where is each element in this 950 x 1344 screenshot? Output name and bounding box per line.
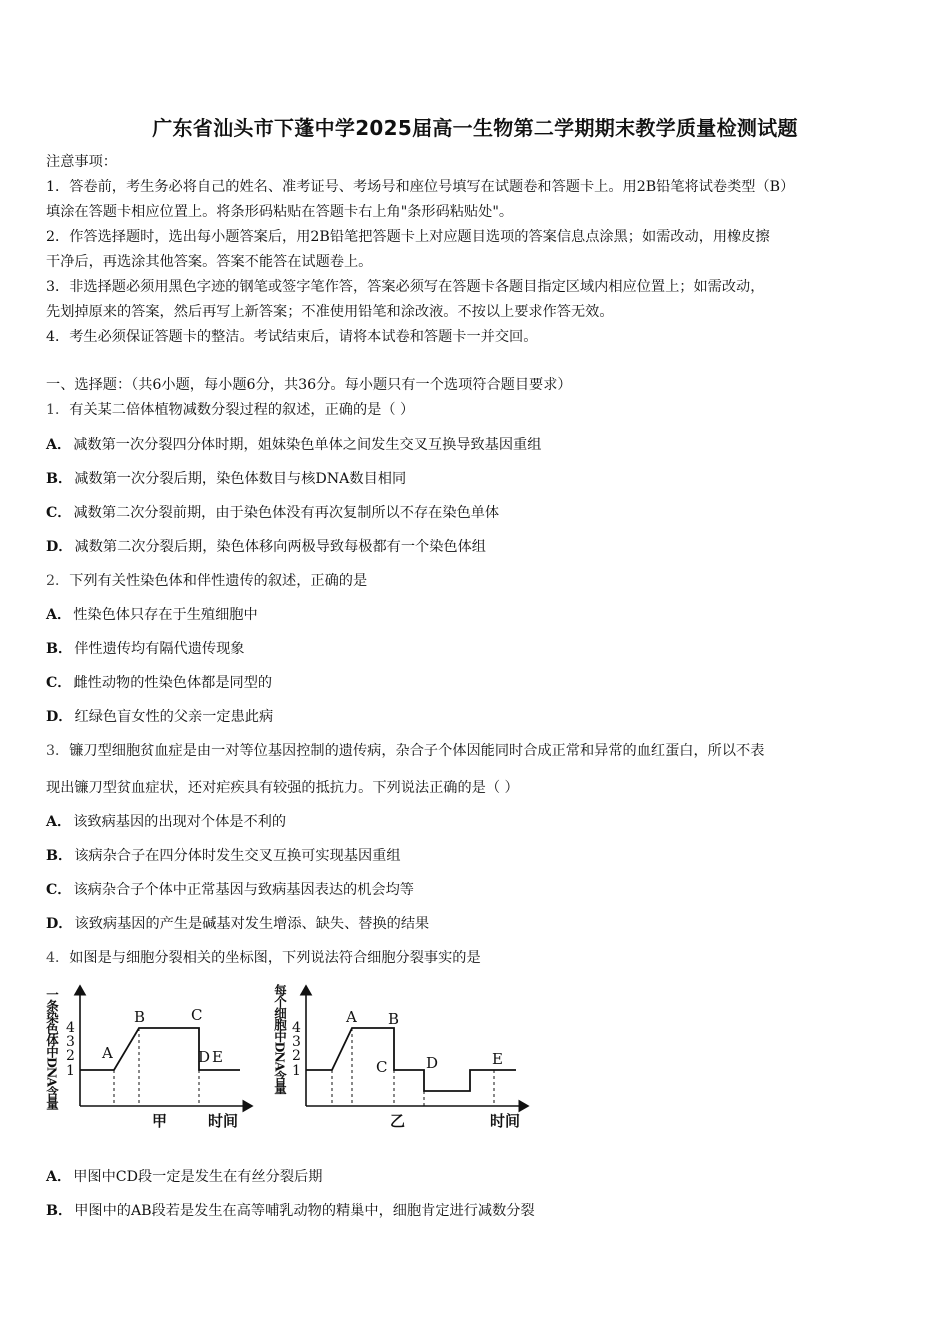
option-3c[interactable] xyxy=(46,880,904,900)
option-key: A． xyxy=(46,1169,72,1185)
option-2c[interactable] xyxy=(46,673,904,693)
option-key: A． xyxy=(46,607,72,623)
right-point-a: A xyxy=(346,1008,357,1026)
right-point-e: E xyxy=(492,1050,503,1068)
left-ytick: 3 xyxy=(66,1034,75,1050)
question-1 xyxy=(46,400,904,420)
left-ytick: 2 xyxy=(66,1048,75,1064)
notice-line: 1．答卷前，考生务必将自己的姓名、准考证号、考场号和座位号填写在试题卷和答题卡上。用2B铅笔将试卷类型（B） xyxy=(46,179,795,195)
option-key: A． xyxy=(46,437,72,453)
question-3 xyxy=(46,741,904,761)
option-key: C． xyxy=(46,505,72,521)
option-text: 该致病基因的产生是碱基对发生增添、缺失、替换的结果 xyxy=(74,916,430,932)
option-1c[interactable] xyxy=(46,503,904,523)
left-point-e: E xyxy=(212,1048,223,1066)
right-caption: 乙 xyxy=(390,1112,406,1130)
option-2a[interactable] xyxy=(46,605,904,625)
right-point-c: C xyxy=(376,1058,388,1076)
option-1d[interactable] xyxy=(46,537,904,557)
left-point-c: C xyxy=(191,1006,203,1024)
option-key: B． xyxy=(46,1203,73,1219)
chart-right xyxy=(273,983,529,1130)
notice-line: 先划掉原来的答案，然后再写上新答案；不准使用铅笔和涂改液。不按以上要求作答无效。 xyxy=(46,304,614,320)
cell-division-figure xyxy=(44,978,544,1138)
notice-line: 填涂在答题卡相应位置上。将条形码粘贴在答题卡右上角"条形码粘贴处"。 xyxy=(46,204,514,220)
option-1b[interactable] xyxy=(46,469,904,489)
option-key: C． xyxy=(46,882,72,898)
option-key: B． xyxy=(46,471,73,487)
option-text: 减数第二次分裂后期，染色体移向两极导致每极都有一个染色体组 xyxy=(74,539,486,555)
option-text: 该病杂合子在四分体时发生交叉互换可实现基因重组 xyxy=(74,848,401,864)
left-x-label: 时间 xyxy=(208,1112,239,1130)
right-x-label: 时间 xyxy=(490,1112,521,1130)
option-key: B． xyxy=(46,848,73,864)
right-ytick: 4 xyxy=(292,1020,301,1036)
notice-heading: 注意事项： xyxy=(46,154,117,170)
option-text: 减数第一次分裂四分体时期，姐妹染色单体之间发生交叉互换导致基因重组 xyxy=(73,437,542,453)
notice-line: 2．作答选择题时，选出每小题答案后，用2B铅笔把答题卡上对应题目选项的答案信息点涂黑；如需改动，用橡皮擦 xyxy=(46,229,770,245)
option-4b[interactable] xyxy=(46,1201,904,1221)
option-text: 红绿色盲女性的父亲一定患此病 xyxy=(74,709,274,725)
option-text: 该致病基因的出现对个体是不利的 xyxy=(73,814,287,830)
option-key: B． xyxy=(46,641,73,657)
option-3b[interactable] xyxy=(46,846,904,866)
right-ytick: 3 xyxy=(292,1034,301,1050)
option-2d[interactable] xyxy=(46,707,904,727)
option-text: 减数第一次分裂后期，染色体数目与核DNA数目相同 xyxy=(74,471,407,487)
right-ytick: 2 xyxy=(292,1048,301,1064)
question-stem: 下列有关性染色体和伴性遗传的叙述，正确的是 xyxy=(69,573,368,589)
question-stem: 如图是与细胞分裂相关的坐标图，下列说法符合细胞分裂事实的是 xyxy=(69,950,481,966)
left-point-a: A xyxy=(102,1044,113,1062)
notice-line: 3．非选择题必须用黑色字迹的钢笔或签字笔作答，答案必须写在答题卡各题目指定区域内相应位置上；如需改动， xyxy=(46,279,765,295)
question-number: 4． xyxy=(46,950,70,966)
option-text: 该病杂合子个体中正常基因与致病基因表达的机会均等 xyxy=(73,882,414,898)
option-3d[interactable] xyxy=(46,914,904,934)
question-number: 3． xyxy=(46,743,70,759)
left-ytick: 1 xyxy=(66,1063,75,1079)
chart-left xyxy=(45,986,253,1130)
question-4 xyxy=(46,948,904,968)
section-heading: 一、选择题：（共6小题，每小题6分，共36分。每小题只有一个选项符合题目要求） xyxy=(46,377,572,393)
question-2 xyxy=(46,571,904,591)
option-text: 甲图中CD段一定是发生在有丝分裂后期 xyxy=(73,1169,323,1185)
option-text: 性染色体只存在于生殖细胞中 xyxy=(73,607,258,623)
option-key: D． xyxy=(46,539,73,555)
question-number: 2． xyxy=(46,573,70,589)
right-point-b: B xyxy=(388,1010,400,1028)
question-stem-continued: 现出镰刀型贫血症状，还对疟疾具有较强的抵抗力。下列说法正确的是（ ） xyxy=(46,780,519,796)
option-key: D． xyxy=(46,709,73,725)
option-key: A． xyxy=(46,814,72,830)
question-stem: 有关某二倍体植物减数分裂过程的叙述，正确的是（ ） xyxy=(69,402,415,418)
option-4a[interactable] xyxy=(46,1167,904,1187)
option-2b[interactable] xyxy=(46,639,904,659)
right-curve xyxy=(306,1028,516,1091)
option-1a[interactable] xyxy=(46,435,904,455)
left-ytick: 4 xyxy=(66,1020,75,1036)
right-point-d: D xyxy=(426,1054,439,1072)
option-text: 雌性动物的性染色体都是同型的 xyxy=(73,675,273,691)
left-point-d: D xyxy=(198,1048,211,1066)
notice-line: 干净后，再选涂其他答案。答案不能答在试题卷上。 xyxy=(46,254,373,270)
right-ytick: 1 xyxy=(292,1063,301,1079)
page-title: 广东省汕头市下蓬中学2025届高一生物第二学期期末教学质量检测试题 xyxy=(152,116,798,140)
option-key: C． xyxy=(46,675,72,691)
option-text: 减数第二次分裂前期，由于染色体没有再次复制所以不存在染色单体 xyxy=(73,505,500,521)
option-3a[interactable] xyxy=(46,812,904,832)
left-point-b: B xyxy=(134,1008,146,1026)
option-text: 伴性遗传均有隔代遗传现象 xyxy=(74,641,245,657)
option-text: 甲图中的AB段若是发生在高等哺乳动物的精巢中，细胞肯定进行减数分裂 xyxy=(74,1203,535,1219)
right-y-label: 每个细胞中DNA含量 xyxy=(272,984,288,1094)
question-number: 1． xyxy=(46,402,70,418)
option-key: D． xyxy=(46,916,73,932)
question-stem: 镰刀型细胞贫血症是由一对等位基因控制的遗传病，杂合子个体因能同时合成正常和异常的血红蛋白，所以不表 xyxy=(69,743,765,759)
left-y-label: 一条染色体中DNA含量 xyxy=(44,988,60,1109)
left-caption: 甲 xyxy=(152,1112,168,1130)
notice-line: 4．考生必须保证答题卡的整洁。考试结束后，请将本试卷和答题卡一并交回。 xyxy=(46,329,538,345)
